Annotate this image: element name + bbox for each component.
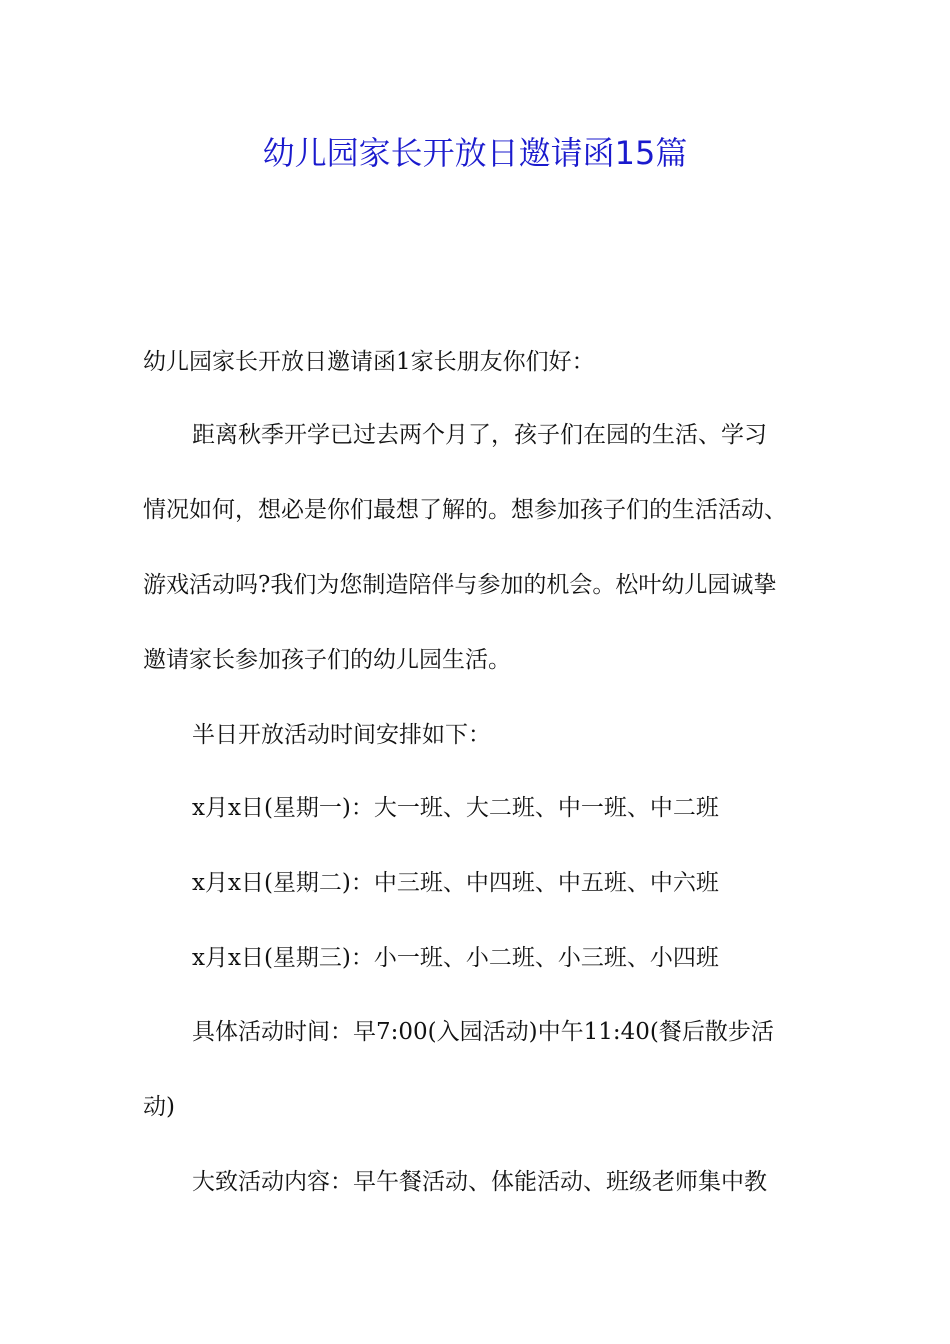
paragraph-line-10: 具体活动时间：早7:00(入园活动)中午11:40(餐后散步活 [192, 1019, 774, 1045]
paragraph-line-6: 半日开放活动时间安排如下： [192, 722, 491, 748]
paragraph-line-11: 动) [143, 1094, 175, 1120]
paragraph-line-1: 幼儿园家长开放日邀请函1家长朋友你们好： [143, 349, 595, 375]
document-title: 幼儿园家长开放日邀请函15篇 [262, 134, 688, 172]
paragraph-line-9: x月x日(星期三)：小一班、小二班、小三班、小四班 [192, 945, 719, 971]
paragraph-line-3: 情况如何，想必是你们最想了解的。想参加孩子们的生活活动、 [143, 497, 787, 523]
paragraph-line-2: 距离秋季开学已过去两个月了，孩子们在园的生活、学习 [192, 422, 767, 448]
paragraph-line-8: x月x日(星期二)：中三班、中四班、中五班、中六班 [192, 870, 719, 896]
paragraph-line-12: 大致活动内容：早午餐活动、体能活动、班级老师集中教 [192, 1169, 767, 1195]
paragraph-line-4: 游戏活动吗?我们为您制造陪伴与参加的机会。松叶幼儿园诚挚 [143, 572, 777, 598]
paragraph-line-7: x月x日(星期一)：大一班、大二班、中一班、中二班 [192, 795, 719, 821]
paragraph-line-5: 邀请家长参加孩子们的幼儿园生活。 [143, 647, 511, 673]
